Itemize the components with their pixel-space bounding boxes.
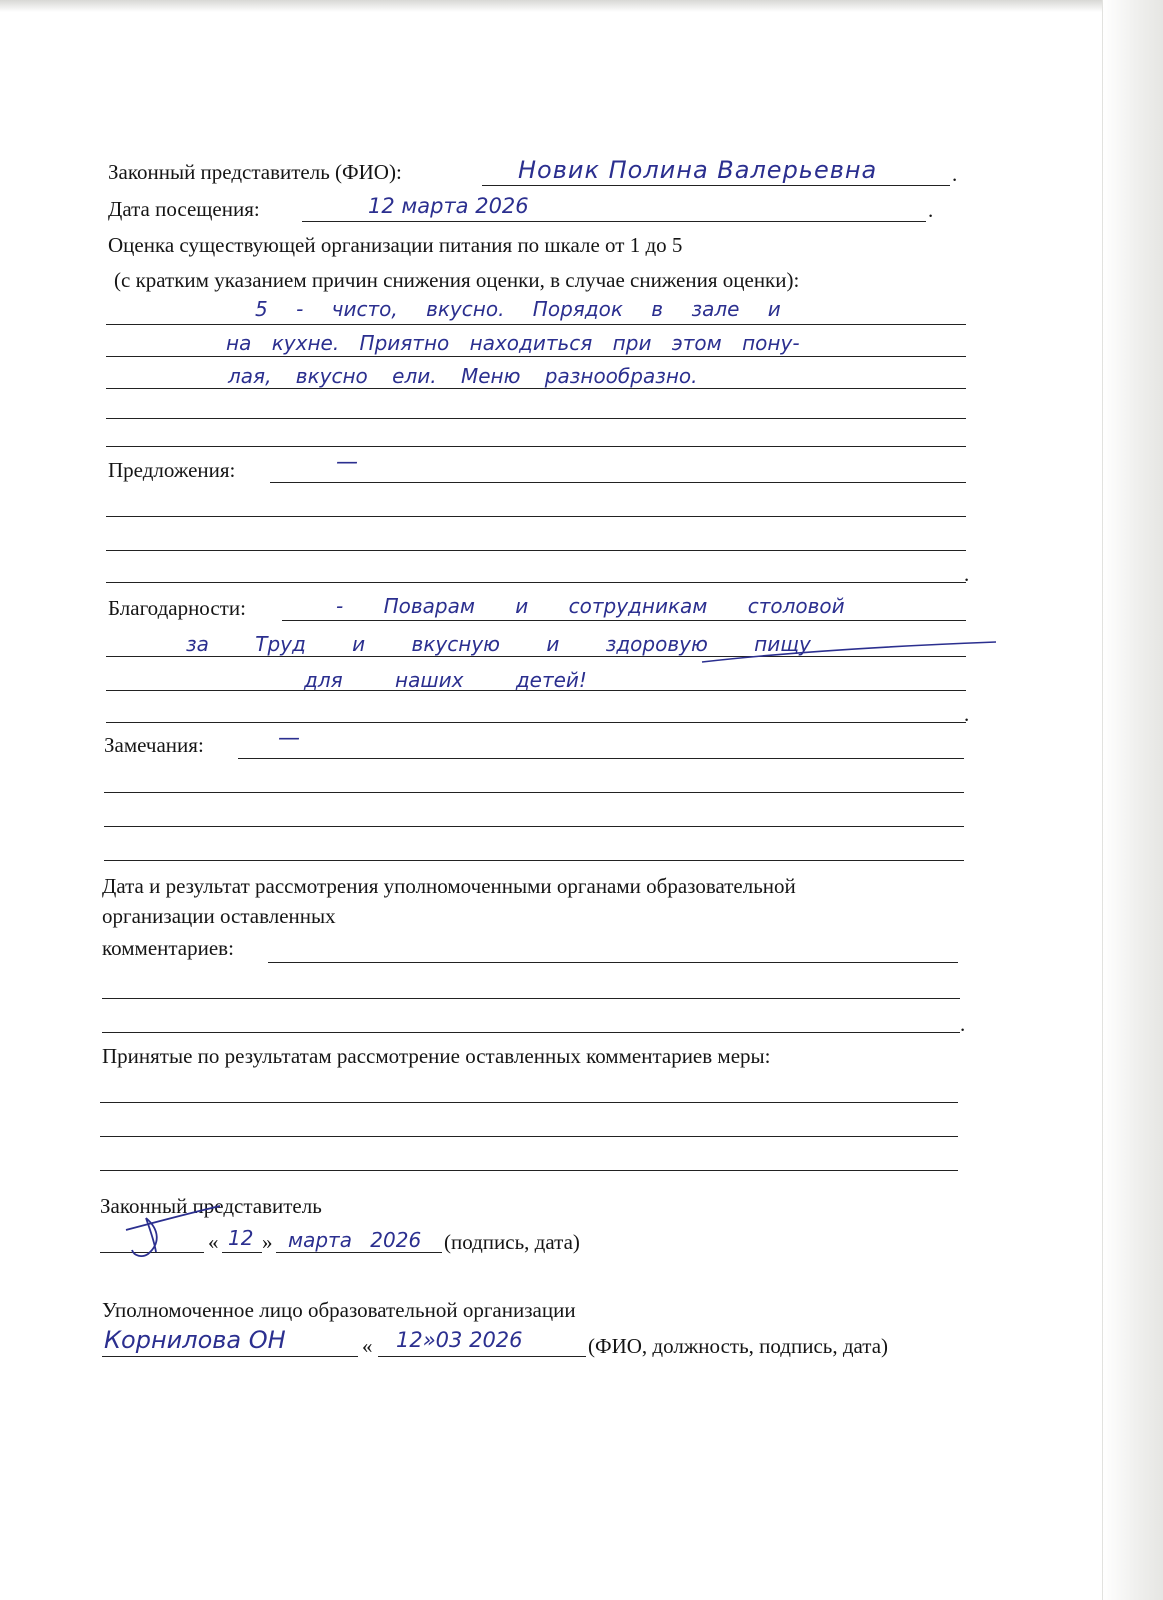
visit-date-handwritten: 12 марта 2026 [368, 194, 529, 218]
remarks-handwritten: — [278, 726, 300, 751]
measures-line-1 [100, 1102, 958, 1103]
visit-date-label: Дата посещения: [108, 197, 260, 221]
signature2-date-line [378, 1356, 586, 1357]
measures-line-3 [100, 1170, 958, 1171]
signature2-name-line [102, 1356, 358, 1357]
signature1-close-quote: » [262, 1230, 273, 1254]
remarks-label: Замечания: [104, 733, 204, 757]
remarks-line-2 [104, 792, 964, 793]
proposals-line-2 [106, 516, 966, 517]
representative-line [482, 185, 950, 186]
measures-label: Принятые по результатам рассмотрение оставленных комментариев меры: [102, 1044, 771, 1068]
signature1-title: Законный представитель [100, 1194, 322, 1218]
page-right-edge [1102, 0, 1163, 1600]
rating-line-1 [106, 324, 966, 325]
thanks-line-1 [282, 620, 966, 621]
visit-date-dot: . [928, 198, 934, 222]
signature1-date-line [276, 1252, 442, 1253]
thanks-label: Благодарности: [108, 596, 246, 620]
proposals-label: Предложения: [108, 458, 236, 482]
rating-line-5 [106, 446, 966, 447]
rating-line-2 [106, 356, 966, 357]
review-line-1 [268, 962, 958, 963]
remarks-line-3 [104, 826, 964, 827]
thanks-handwritten-line-3: для наших детей! [304, 668, 587, 692]
measures-line-2 [100, 1136, 958, 1137]
representative-label: Законный представитель (ФИО): [108, 160, 402, 184]
rating-handwritten-line-1: 5 - чисто, вкусно. Порядок в зале и [255, 297, 781, 321]
signature1-day: 12 [228, 1226, 254, 1250]
proposals-dot: . [964, 562, 970, 586]
proposals-line-4 [106, 582, 966, 583]
proposals-line-1 [270, 482, 966, 483]
review-label-line-1: Дата и результат рассмотрения уполномоченными органами образовательной [102, 874, 796, 898]
signature1-suffix: (подпись, дата) [444, 1230, 580, 1254]
rating-handwritten-line-3: лая, вкусно ели. Меню разнообразно. [228, 364, 698, 388]
review-label-line-3: комментариев: [102, 936, 234, 960]
proposals-handwritten: — [336, 450, 358, 475]
thanks-line-4 [106, 722, 966, 723]
review-line-3 [102, 1032, 960, 1033]
rating-line-3 [106, 388, 966, 389]
rating-subtitle: (с кратким указанием причин снижения оценки, в случае снижения оценки): [114, 268, 800, 292]
signature2-name: Корнилова ОН [104, 1326, 286, 1354]
thanks-dot: . [964, 702, 970, 726]
thanks-overline-stroke [700, 636, 1000, 666]
rating-title: Оценка существующей организации питания по шкале от 1 до 5 [108, 233, 683, 257]
representative-handwritten: Новик Полина Валерьевна [518, 156, 878, 184]
signature2-title: Уполномоченное лицо образовательной организации [102, 1298, 576, 1322]
representative-dot: . [952, 162, 958, 186]
signature2-date: 12»03 2026 [396, 1328, 523, 1352]
review-label-line-2: организации оставленных [102, 904, 336, 928]
remarks-line-1 [238, 758, 964, 759]
page-top-edge [0, 0, 1163, 12]
signature1-month-year: марта 2026 [288, 1228, 422, 1252]
signature1-open-quote: « [208, 1230, 219, 1254]
signature1-day-line [222, 1252, 262, 1253]
signature2-suffix: (ФИО, должность, подпись, дата) [588, 1334, 889, 1358]
review-line-2 [102, 998, 960, 999]
visit-date-line [302, 221, 926, 222]
remarks-line-4 [104, 860, 964, 861]
rating-handwritten-line-2: на кухне. Приятно находиться при этом пону- [226, 331, 800, 355]
thanks-handwritten-line-1: - Поварам и сотрудникам столовой [336, 594, 845, 618]
review-dot: . [960, 1012, 966, 1036]
rating-line-4 [106, 418, 966, 419]
thanks-handwritten-line-2: за Труд и вкусную и здоровую пищу [186, 632, 811, 656]
proposals-line-3 [106, 550, 966, 551]
signature2-open-quote: « [362, 1334, 373, 1358]
